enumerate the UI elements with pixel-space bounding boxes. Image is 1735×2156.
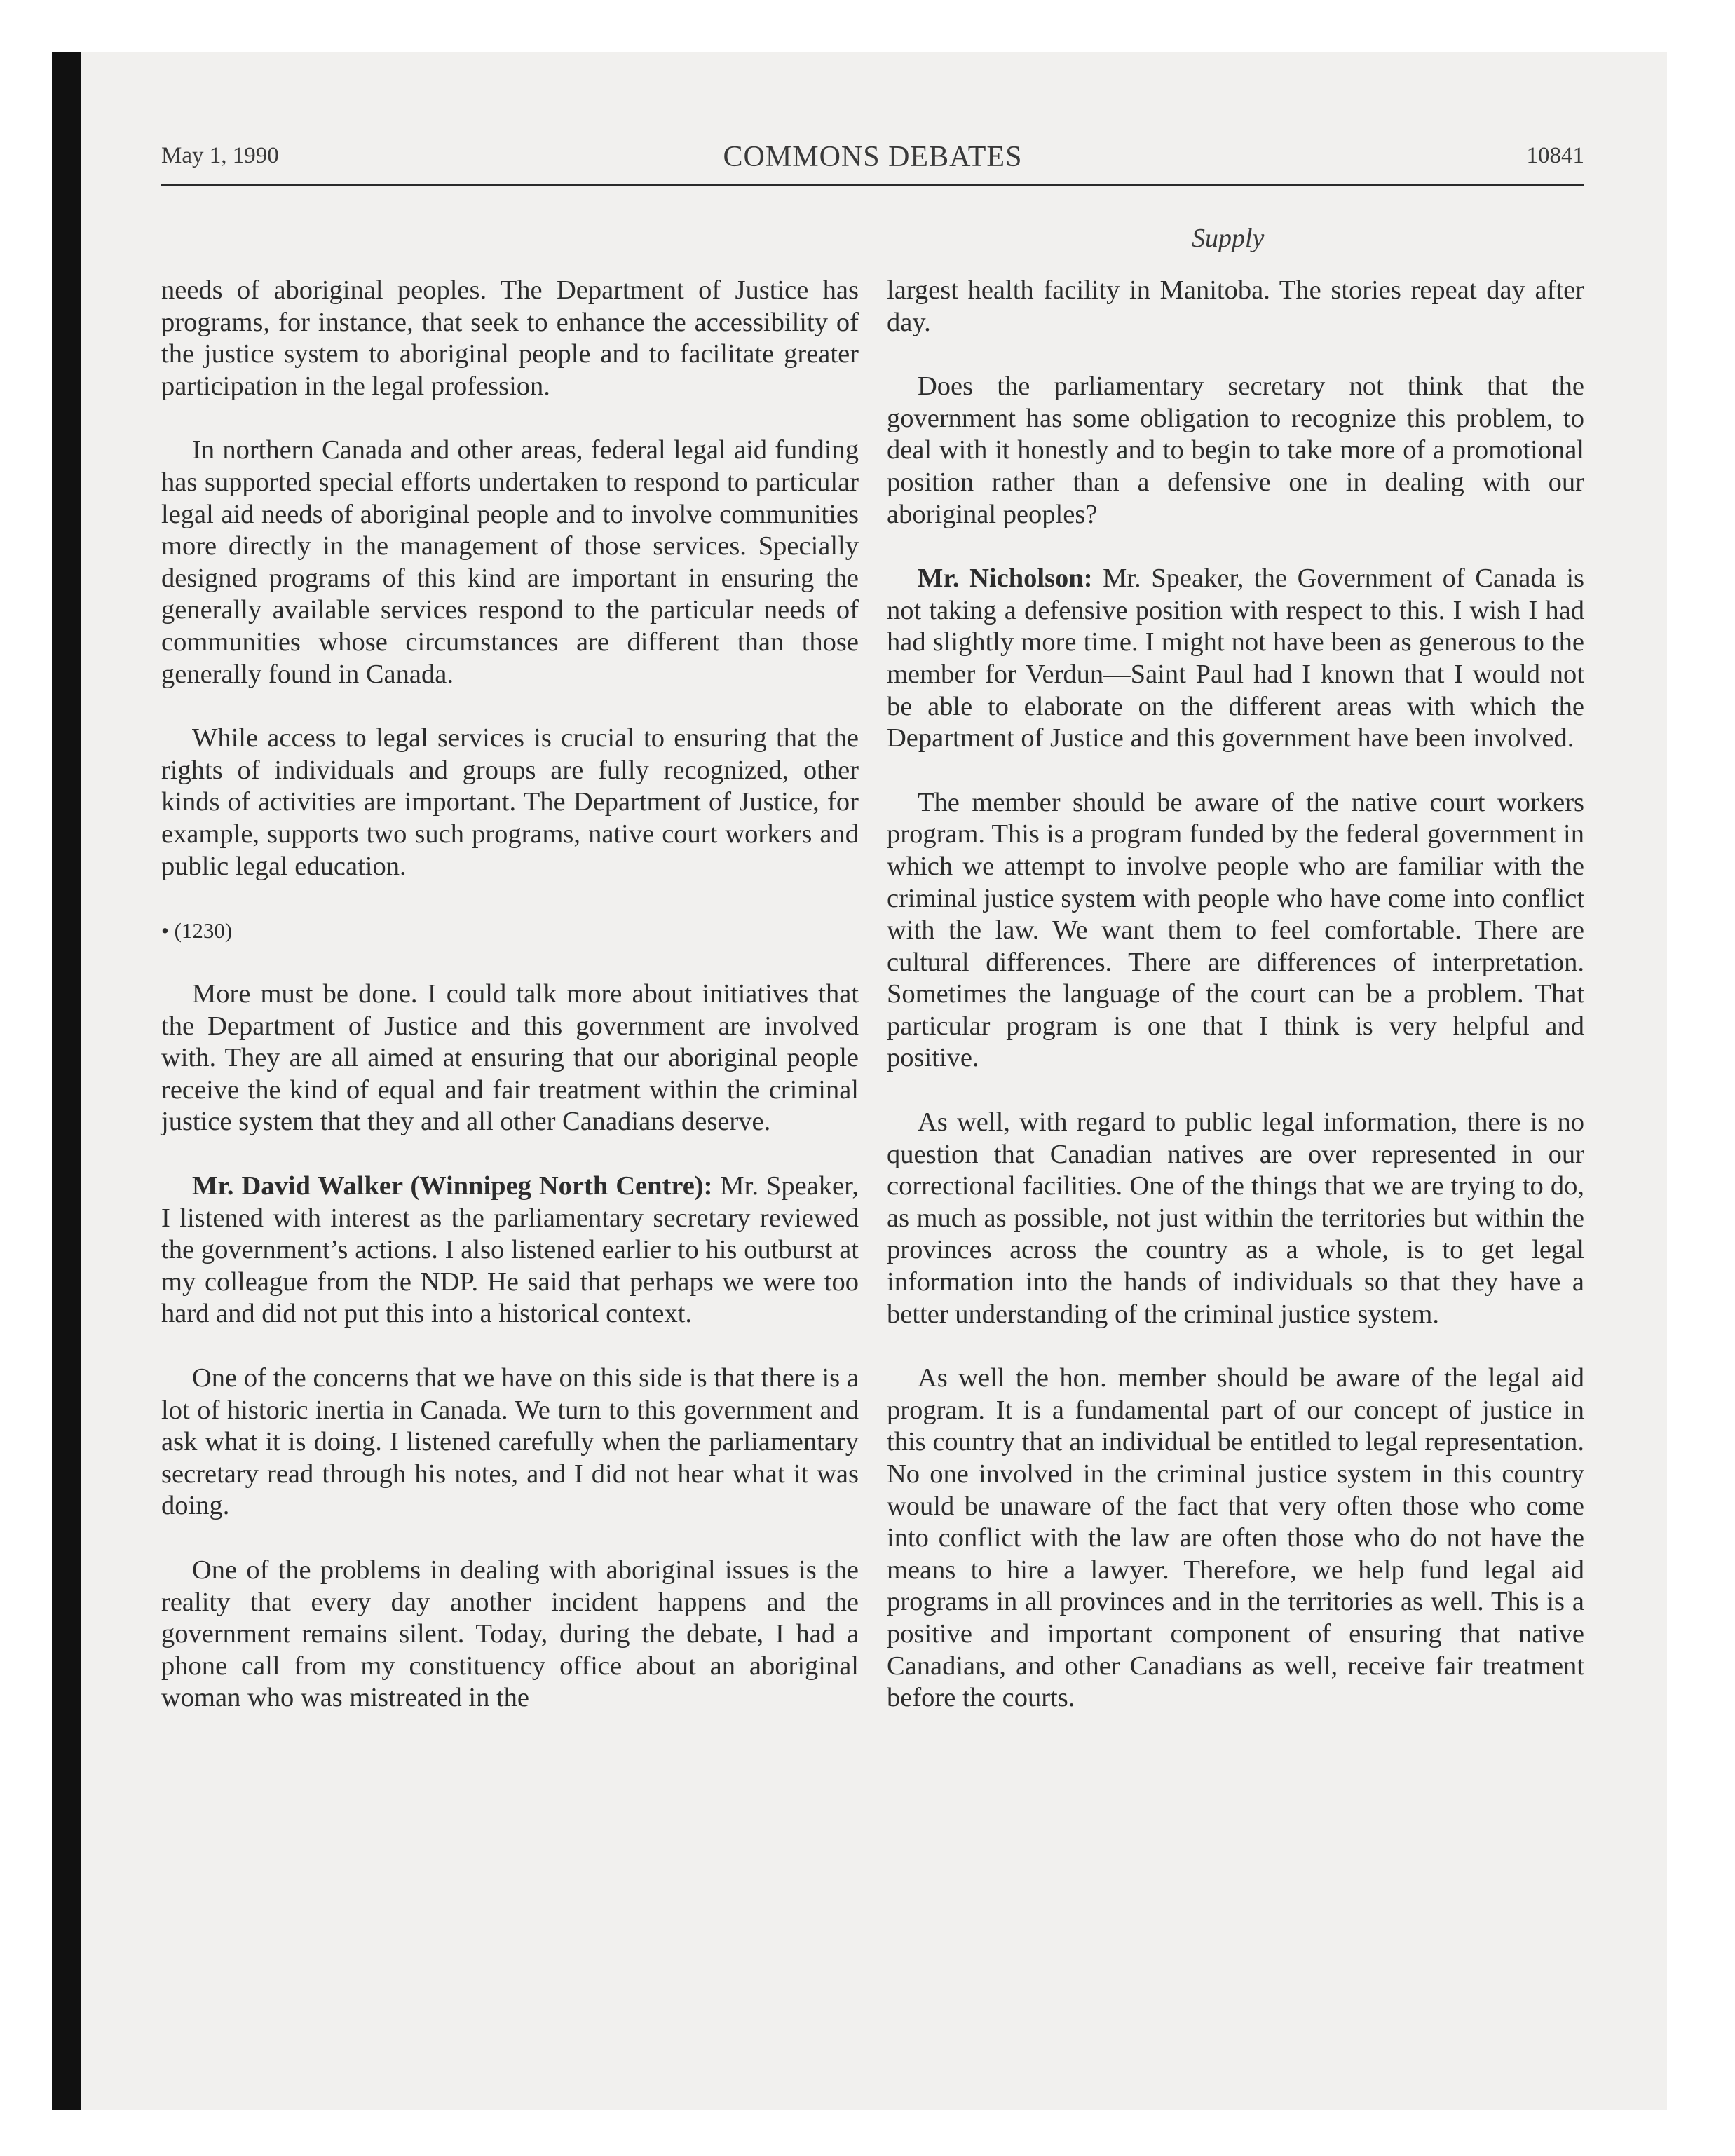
speaker-name-nicholson: Mr. Nicholson:	[918, 564, 1093, 594]
left-paragraph-6: One of the concerns that we have on this side is that there is a lot of historic inertia in Canada. We turn to this government and ask what it is doing. I listened carefully when the parliamentary secretary read through his notes, and I did not hear what it was doing.	[161, 1363, 859, 1521]
header-page-number: 10841	[1526, 143, 1584, 168]
left-column	[161, 275, 859, 1714]
right-paragraph-5: As well, with regard to public legal information, there is no question that Canadian natives are over represented in our correctional facilities. One of the things that we are trying to do, as much as possible, not just within the territories but within the provinces across the country as a whole, is to get legal information into the hands of individuals so that they have a better understanding of the criminal justice system.	[887, 1107, 1584, 1329]
left-paragraph-2: In northern Canada and other areas, federal legal aid funding has supported special efforts undertaken to respond to particular legal aid needs of aboriginal people and to involve communities more directly in the management of those services. Specially designed programs of this kind are important in ensuring the generally available services respond to the particular needs of communities whose circumstances are different than those generally found in Canada.	[161, 435, 859, 689]
right-paragraph-1: largest health facility in Manitoba. The stories repeat day after day.	[887, 275, 1584, 337]
left-paragraph-1: needs of aboriginal peoples. The Department of Justice has programs, for instance, that seek to enhance the accessibility of the justice system to aboriginal people and to facilitate greater participation in the legal profession.	[161, 275, 859, 401]
right-column	[887, 275, 1584, 1714]
header-title: COMMONS DEBATES	[723, 141, 1023, 173]
header-rule	[161, 184, 1584, 186]
speech-text-walker: Mr. Speaker, I listened with interest as the parliamentary secretary reviewed the government’s actions. I also listened earlier to his outburst at my colleague from the NDP. He said that perhaps we were too hard and did not put this into a historical context.	[161, 1171, 859, 1329]
left-paragraph-5	[161, 1171, 859, 1330]
speech-text-nicholson: Mr. Speaker, the Government of Canada is not taking a defensive position with respect to this. I wish I had had slightly more time. I might not have been as generous to the member for Verdun—Saint Paul had I known that I would not be able to elaborate on the different areas with which the Department of Justice and this government have been involved.	[887, 564, 1584, 753]
page-header	[161, 140, 1584, 184]
right-paragraph-2: Does the parliamentary secretary not think that the government has some obligation to recognize this problem, to deal with it honestly and to begin to take more of a promotional position rather than a defensive one in dealing with our aboriginal peoples?	[887, 371, 1584, 529]
left-paragraph-7: One of the problems in dealing with aboriginal issues is the reality that every day another incident happens and the government remains silent. Today, during the debate, I had a phone call from my constituency office about an aboriginal woman who was mistreated in the	[161, 1555, 859, 1713]
speaker-name-walker: Mr. David Walker (Winnipeg North Centre):	[192, 1171, 713, 1201]
time-marker: • (1230)	[161, 918, 233, 943]
left-paragraph-4: More must be done. I could talk more about initiatives that the Department of Justice and this government are involved with. They are all aimed at ensuring that our aboriginal people receive the kind of equal and fair treatment within the criminal justice system that they and all other Canadians deserve.	[161, 979, 859, 1137]
right-paragraph-3	[887, 563, 1584, 755]
binding-edge	[52, 52, 81, 2110]
left-paragraph-3: While access to legal services is crucial to ensuring that the rights of individuals and groups are fully recognized, other kinds of activities are important. The Department of Justice, for example, supports two such programs, native court workers and public legal education.	[161, 723, 859, 881]
section-label: Supply	[1192, 224, 1265, 253]
header-date: May 1, 1990	[161, 143, 279, 168]
right-paragraph-6: As well the hon. member should be aware of the legal aid program. It is a fundamental part of our concept of justice in this country that an individual be entitled to legal representation. No one involved in the criminal justice system in this country would be unaware of the fact that very often those who come into conflict with the law are often those who do not have the means to hire a lawyer. Therefore, we help fund legal aid programs in all provinces and in the territories as well. This is a positive and important component of ensuring that native Canadians, and other Canadians as well, receive fair treatment before the courts.	[887, 1363, 1584, 1713]
right-paragraph-4: The member should be aware of the native court workers program. This is a program funded by the federal government in which we attempt to involve people who are familiar with the criminal justice system with people who have come into conflict with the law. We want them to feel comfortable. There are cultural differences. There are differences of interpretation. Sometimes the language of the court can be a problem. That particular program is one that I think is very helpful and positive.	[887, 787, 1584, 1073]
